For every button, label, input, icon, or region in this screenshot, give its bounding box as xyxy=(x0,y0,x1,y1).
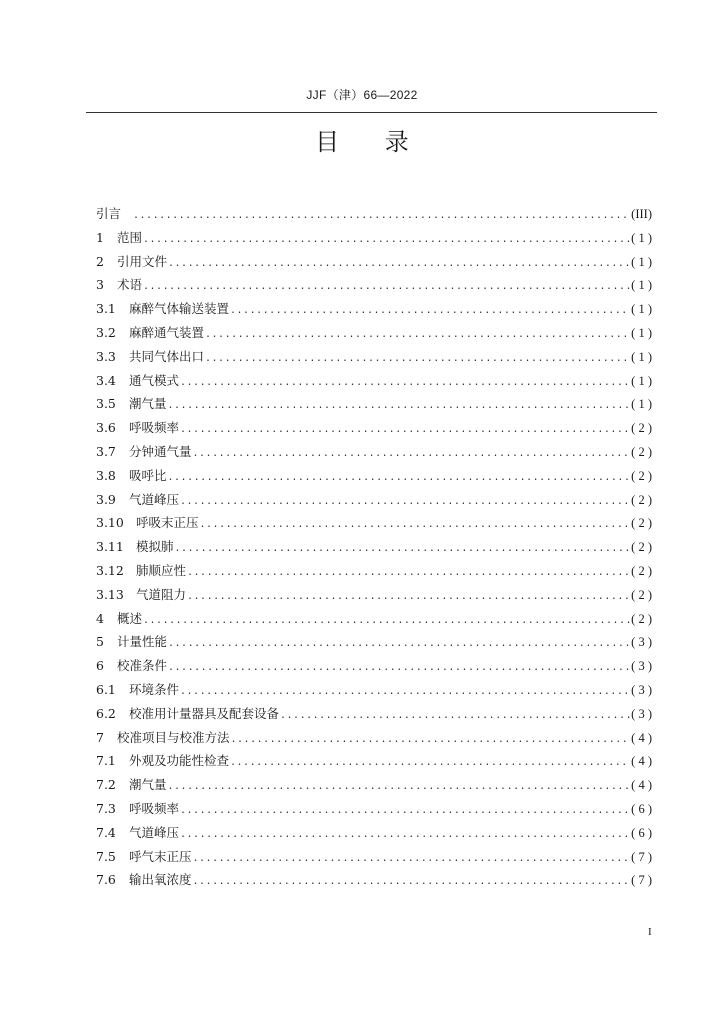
toc-entry-page: ( 6 ) xyxy=(631,825,652,840)
toc-leader-dots xyxy=(187,561,630,585)
toc-entry-page: ( 1 ) xyxy=(631,302,652,317)
toc-entry-number: 7.5 xyxy=(96,848,116,864)
toc-entry[interactable] xyxy=(96,392,652,416)
toc-entry-number: 3.13 xyxy=(96,586,124,602)
toc-entry-label: 概述 xyxy=(117,610,143,626)
toc-entry[interactable] xyxy=(96,797,652,821)
toc-entry-page: ( 2 ) xyxy=(631,540,652,555)
toc-entry[interactable] xyxy=(96,369,652,393)
toc-entry-page: ( 2 ) xyxy=(631,421,652,436)
toc-leader-dots xyxy=(133,204,630,228)
toc-entry-label: 气道峰压 xyxy=(129,824,180,840)
toc-entry-page: ( 4 ) xyxy=(631,778,652,793)
toc-entry-number: 7.1 xyxy=(96,753,116,769)
toc-leader-dots xyxy=(193,847,631,871)
toc-entry-page: ( 1 ) xyxy=(631,349,652,364)
toc-entry-label: 模拟肺 xyxy=(136,539,174,555)
toc-leader-dots xyxy=(180,418,630,442)
toc-entry-label: 通气模式 xyxy=(129,372,180,388)
toc-entry-number: 3.11 xyxy=(96,539,124,555)
toc-leader-dots xyxy=(180,490,630,514)
toc-entry-number: 6.1 xyxy=(96,681,116,697)
toc-entry-label: 校准条件 xyxy=(117,658,168,674)
toc-entry-page: ( 2 ) xyxy=(631,444,652,459)
toc-entry-label: 分钟通气量 xyxy=(129,443,192,459)
toc-entry-label: 肺顺应性 xyxy=(136,562,187,578)
toc-entry-label: 共同气体出口 xyxy=(129,348,205,364)
toc-entry[interactable] xyxy=(96,226,652,250)
toc-entry-page: ( 4 ) xyxy=(631,754,652,769)
toc-entry[interactable] xyxy=(96,845,652,869)
toc-entry-page: ( 2 ) xyxy=(631,587,652,602)
toc-entry-page: ( 3 ) xyxy=(631,706,652,721)
toc-entry-label: 范围 xyxy=(117,229,143,245)
toc-entry-number: 1 xyxy=(96,229,104,245)
toc-entry-number: 3.7 xyxy=(96,443,116,459)
toc-leader-dots xyxy=(180,799,630,823)
toc-entry[interactable] xyxy=(96,749,652,773)
toc-leader-dots xyxy=(143,609,630,633)
toc-entry-label: 呼吸频率 xyxy=(129,800,180,816)
toc-entry-number: 3.8 xyxy=(96,467,116,483)
toc-leader-dots xyxy=(193,442,631,466)
toc-title: 目 录 xyxy=(315,128,409,156)
toc-entry-number: 3.1 xyxy=(96,301,116,317)
toc-leader-dots xyxy=(231,728,631,752)
toc-leader-dots xyxy=(230,751,630,775)
toc-entry[interactable] xyxy=(96,511,652,535)
toc-entry-number: 3.9 xyxy=(96,491,116,507)
toc-leader-dots xyxy=(168,632,630,656)
toc-entry-page: ( 2 ) xyxy=(631,611,652,626)
toc-entry-page: ( 7 ) xyxy=(631,873,652,888)
toc-entry-number: 3.5 xyxy=(96,396,116,412)
toc-entry-page: ( 1 ) xyxy=(631,325,652,340)
toc-entry-label: 外观及功能性检查 xyxy=(129,753,230,769)
toc-entry-page: ( 1 ) xyxy=(631,230,652,245)
toc-entry-number: 3.2 xyxy=(96,324,116,340)
toc-entry-label: 呼气末正压 xyxy=(129,848,192,864)
toc-entry[interactable] xyxy=(96,464,652,488)
toc-leader-dots xyxy=(187,585,630,609)
toc-entry[interactable] xyxy=(96,202,652,226)
toc-entry-page: ( 3 ) xyxy=(631,635,652,650)
toc-leader-dots xyxy=(205,347,630,371)
toc-entry[interactable] xyxy=(96,250,652,274)
toc-entry-label: 呼吸末正压 xyxy=(136,515,199,531)
toc-entry-page: ( 2 ) xyxy=(631,563,652,578)
toc-entry-number: 3.10 xyxy=(96,515,124,531)
toc-entry-page: ( 2 ) xyxy=(631,492,652,507)
toc-leader-dots xyxy=(200,513,631,537)
toc-entry-label: 环境条件 xyxy=(129,681,180,697)
toc-entry-label: 术语 xyxy=(117,277,143,293)
toc-entry-page: ( 3 ) xyxy=(631,659,652,674)
toc-entry-number: 6.2 xyxy=(96,705,116,721)
toc-entry-label: 引用文件 xyxy=(117,253,168,269)
toc-entry-page: ( 2 ) xyxy=(631,468,652,483)
toc-entry[interactable] xyxy=(96,726,652,750)
toc-entry[interactable] xyxy=(96,535,652,559)
toc-entry-page: ( 4 ) xyxy=(631,730,652,745)
toc-entry-number: 7.4 xyxy=(96,824,116,840)
toc-entry-label: 呼吸频率 xyxy=(129,420,180,436)
toc-entry[interactable] xyxy=(96,559,652,583)
toc-entry[interactable] xyxy=(96,321,652,345)
toc-entry-page: ( 2 ) xyxy=(631,516,652,531)
toc-leader-dots xyxy=(143,275,630,299)
toc-entry[interactable] xyxy=(96,440,652,464)
toc-entry-label: 校准用计量器具及配套设备 xyxy=(129,705,280,721)
toc-leader-dots xyxy=(230,299,630,323)
toc-leader-dots xyxy=(168,252,630,276)
toc-entry-page: ( 6 ) xyxy=(631,801,652,816)
toc-entry-label: 麻醉通气装置 xyxy=(129,324,205,340)
toc-entry-number: 3.6 xyxy=(96,420,116,436)
toc-entry[interactable] xyxy=(96,678,652,702)
toc-entry-page: ( 3 ) xyxy=(631,682,652,697)
toc-entry-number: 4 xyxy=(96,610,104,626)
toc-entry[interactable] xyxy=(96,297,652,321)
header-rule xyxy=(86,112,657,113)
toc-entry-label: 潮气量 xyxy=(129,396,167,412)
toc-leader-dots xyxy=(168,775,631,799)
toc-entry[interactable] xyxy=(96,416,652,440)
toc-entry-number: 3 xyxy=(96,277,104,293)
toc-leader-dots xyxy=(180,823,630,847)
toc-entry-number: 7 xyxy=(96,729,104,745)
toc-entry-label: 吸呼比 xyxy=(129,467,167,483)
toc-leader-dots xyxy=(180,371,630,395)
toc-entry-number: 5 xyxy=(96,634,104,650)
toc-entry-number: 3.3 xyxy=(96,348,116,364)
toc-entry-number: 3.12 xyxy=(96,562,124,578)
toc-entry[interactable] xyxy=(96,488,652,512)
toc-entry-page: ( 1 ) xyxy=(631,254,652,269)
page-number: I xyxy=(648,926,652,938)
toc-entry-label: 计量性能 xyxy=(117,634,168,650)
toc-entry[interactable] xyxy=(96,273,652,297)
toc-entry[interactable] xyxy=(96,630,652,654)
toc-leader-dots xyxy=(168,394,631,418)
toc-entry[interactable] xyxy=(96,607,652,631)
toc-leader-dots xyxy=(205,323,630,347)
toc-entry[interactable] xyxy=(96,654,652,678)
toc-entry-number: 7.2 xyxy=(96,777,116,793)
toc-entry-number: 7.3 xyxy=(96,800,116,816)
toc-leader-dots xyxy=(143,228,630,252)
toc-entry-page: ( 1 ) xyxy=(631,278,652,293)
toc-entry-number: 6 xyxy=(96,658,104,674)
toc-entry-label: 气道峰压 xyxy=(129,491,180,507)
toc-entry[interactable] xyxy=(96,345,652,369)
toc-entry-number: 3.4 xyxy=(96,372,116,388)
toc-entry-number: 2 xyxy=(96,253,104,269)
toc-leader-dots xyxy=(280,704,630,728)
toc-entry-page: (III) xyxy=(631,207,652,221)
toc-leader-dots xyxy=(168,466,631,490)
toc-entry[interactable] xyxy=(96,868,652,892)
toc-entry[interactable] xyxy=(96,583,652,607)
toc-entry[interactable] xyxy=(96,821,652,845)
table-of-contents xyxy=(96,202,652,892)
toc-entry-label: 引言 xyxy=(96,206,122,221)
toc-leader-dots xyxy=(175,537,631,561)
toc-entry[interactable] xyxy=(96,702,652,726)
toc-entry[interactable] xyxy=(96,773,652,797)
toc-entry-number: 7.6 xyxy=(96,872,116,888)
toc-entry-label: 输出氧浓度 xyxy=(129,872,192,888)
document-code-header: JJF（津）66—2022 xyxy=(306,88,418,102)
toc-entry-label: 麻醉气体输送装置 xyxy=(129,301,230,317)
toc-entry-page: ( 1 ) xyxy=(631,373,652,388)
toc-entry-label: 校准项目与校准方法 xyxy=(117,729,230,745)
toc-leader-dots xyxy=(193,870,631,894)
toc-leader-dots xyxy=(180,680,630,704)
toc-entry-label: 潮气量 xyxy=(129,777,167,793)
toc-entry-page: ( 7 ) xyxy=(631,849,652,864)
toc-leader-dots xyxy=(168,656,630,680)
toc-entry-page: ( 1 ) xyxy=(631,397,652,412)
toc-entry-label: 气道阻力 xyxy=(136,586,187,602)
